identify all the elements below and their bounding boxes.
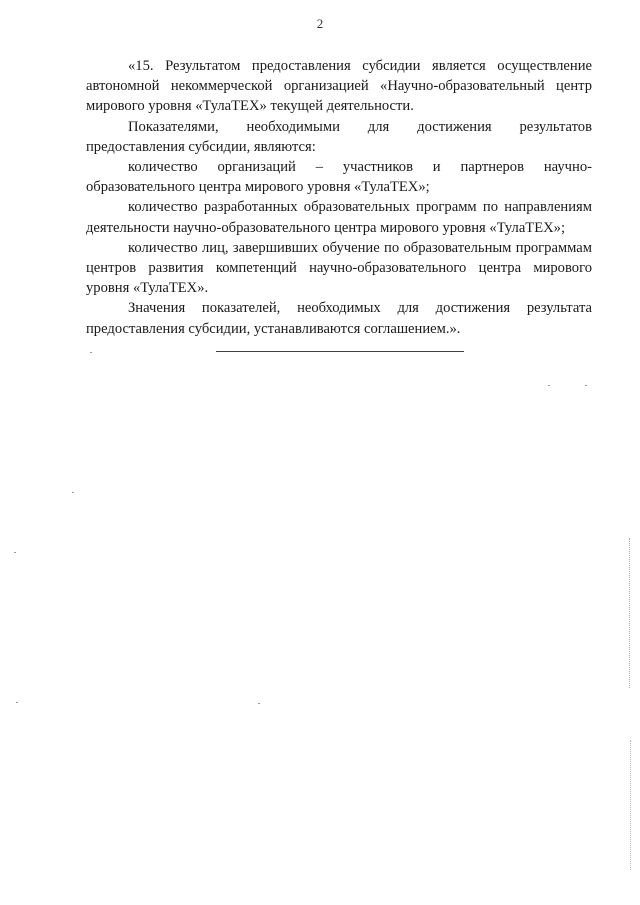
end-divider-line (216, 351, 464, 352)
page-number: 2 (316, 16, 324, 31)
paragraph-indicator-organizations: количество организаций – участников и партнеров научно-образовательного центра мирового уровня «ТулаТЕХ»; (86, 159, 592, 196)
scan-speck (548, 385, 550, 386)
scan-speck (16, 702, 18, 703)
scan-edge-mark (629, 538, 630, 688)
paragraph-indicator-programs: количество разработанных образовательных программ по направлениям деятельности научно-образовательного центра мирового уровня «ТулаТЕХ»; (86, 199, 592, 236)
scan-speck (585, 385, 587, 386)
scan-speck (90, 352, 92, 353)
scan-speck (14, 552, 16, 553)
scan-speck (258, 703, 260, 704)
paragraph-indicator-values: Значения показателей, необходимых для достижения результата предоставления субсидии, устанавливаются соглашением.». (86, 300, 592, 337)
paragraph-indicator-graduates: количество лиц, завершивших обучение по образовательным программам центров развития компетенций научно-образовательного центра мирового уровня «ТулаТЕХ». (86, 239, 592, 297)
scan-edge-mark (630, 740, 631, 870)
paragraph-result: «15. Результатом предоставления субсидии является осуществление автономной некоммерческой организацией «Научно-образовательный центр мирового уровня «ТулаТЕХ» текущей деятельности. (86, 58, 592, 115)
scan-speck (72, 492, 74, 493)
paragraph-indicators-intro: Показателями, необходимыми для достижения результатов предоставления субсидии, являются: (86, 118, 592, 155)
document-body (86, 56, 592, 339)
